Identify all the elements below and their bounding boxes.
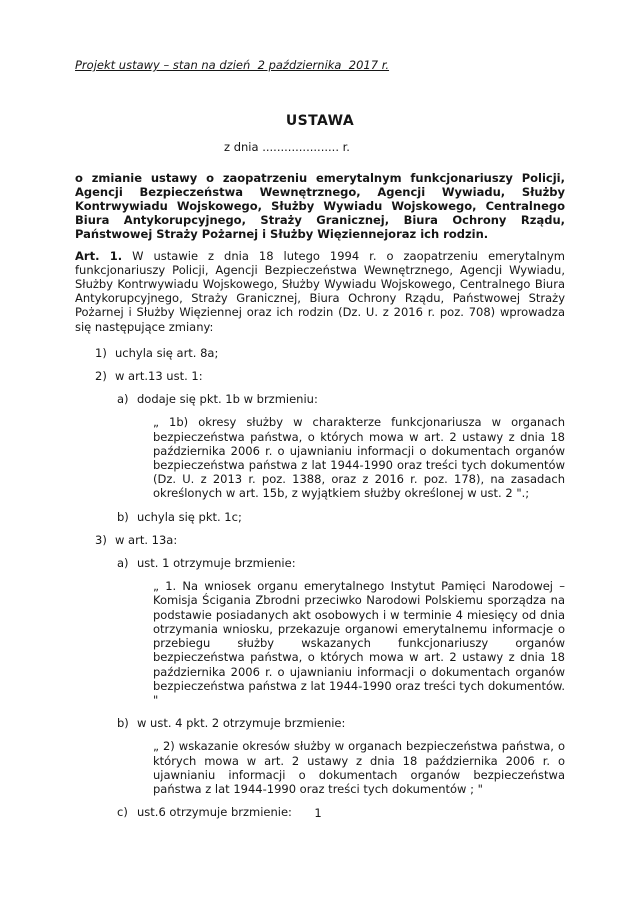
list-item-2b-text: uchyla się pkt. 1c; (137, 509, 242, 524)
list-item-3c-marker: c) (117, 805, 128, 820)
list-item-3a (117, 556, 565, 570)
article-1-text: W ustawie z dnia 18 lutego 1994 r. o zaopatrzeniu emerytalnym funkcjonariuszy Policji, Agencji Bezpieczeństwa Wewnętrznego, Agencji Wywiadu, Służby Kontrwywiadu Wojskowego, Służby Wywiadu Wojskowego, Centralnego Biura Antykorupcyjnego, Straży Granicznej, Biura Ochrony Rządu, Państwowej Straży Pożarnej i Służby Więziennej oraz ich rodzin (Dz. U. z 2016 r. poz. 708) wprowadza się następujące zmiany: (75, 248, 566, 334)
document-content (75, 58, 565, 828)
quoted-provision-1b: „ 1b) okresy służby w charakterze funkcjonariusza w organach bezpieczeństwa państwa, o których mowa w art. 2 ustawy z dnia 18 października 2006 r. o ujawnianiu informacji o dokumentach organów bezpieczeństwa państwa z lat 1944-1990 oraz treści tych dokumentów (Dz. U. z 2013 r. poz. 1388, oraz z 2016 r. poz. 178), na zasadach określonych w art. 15b, z wyjątkiem służby określonej w ust. 2 ".; (153, 415, 565, 501)
draft-status-note: Projekt ustawy – stan na dzień 2 października 2017 r. (75, 58, 390, 72)
act-subject: o zmianie ustawy o zaopatrzeniu emerytalnym funkcjonariuszy Policji, Agencji Bezpieczeństwa Wewnętrznego, Agencji Wywiadu, Służby Kontrwywiadu Wojskowego, Służby Wywiadu Wojskowego, Centralnego Biura Antykorupcyjnego, Straży Granicznej, Biura Ochrony Rządu, Państwowej Straży Pożarnej i Służby Więziennejoraz ich rodzin. (75, 170, 565, 242)
list-item-2a-text: dodaje się pkt. 1b w brzmieniu: (137, 392, 318, 407)
list-item-3 (95, 533, 565, 547)
list-item-2 (95, 369, 565, 383)
list-item-3b-marker: b) (117, 716, 129, 731)
list-item-2b (117, 510, 565, 524)
list-item-3-marker: 3) (95, 532, 107, 547)
list-item-3c-text: ust.6 otrzymuje brzmienie: (137, 805, 292, 820)
article-1 (75, 249, 565, 334)
list-item-3a-marker: a) (117, 556, 129, 571)
quoted-provision-ust1: „ 1. Na wniosek organu emerytalnego Instytut Pamięci Narodowej – Komisja Ścigania Zbrodni przeciwko Narodowi Polskiemu sporządza na podstawie posiadanych akt osobowych i w terminie 4 miesięcy od dnia otrzymania wniosku, przekazuje organowi emerytalnemu informacje o przebiegu służby wskazanych funkcjonariuszy organów bezpieczeństwa państwa, o których mowa w art. 2 ustawy z dnia 18 października 2006 r. o ujawnianiu informacji o dokumentach organów bezpieczeństwa państwa z lat 1944-1990 oraz treści tych dokumentów. " (153, 579, 565, 707)
list-item-1-text: uchyla się art. 8a; (115, 345, 219, 360)
quoted-provision-pkt2: „ 2) wskazanie okresów służby w organach bezpieczeństwa państwa, o których mowa w art. 2 ustawy z dnia 18 października 2006 r. o ujawnianiu informacji o dokumentach organów bezpieczeństwa państwa z lat 1944-1990 oraz treści tych dokumentów ; " (153, 739, 565, 796)
list-item-3-text: w art. 13a: (115, 532, 178, 547)
list-item-2a-marker: a) (117, 392, 129, 407)
list-item-2-text: w art.13 ust. 1: (115, 369, 203, 384)
list-item-2b-marker: b) (117, 509, 129, 524)
list-item-3b-text: w ust. 4 pkt. 2 otrzymuje brzmienie: (137, 716, 346, 731)
list-item-2-marker: 2) (95, 369, 107, 384)
list-item-3b (117, 716, 565, 730)
list-item-2a (117, 392, 565, 406)
list-item-3a-text: ust. 1 otrzymuje brzmienie: (137, 556, 296, 571)
article-1-label: Art. 1. (75, 248, 123, 263)
date-line: z dnia ..................... r. (224, 140, 350, 155)
list-item-1-marker: 1) (95, 345, 107, 360)
page-number: 1 (314, 806, 322, 820)
document-title: USTAWA (285, 113, 355, 130)
list-item-1 (95, 346, 565, 360)
